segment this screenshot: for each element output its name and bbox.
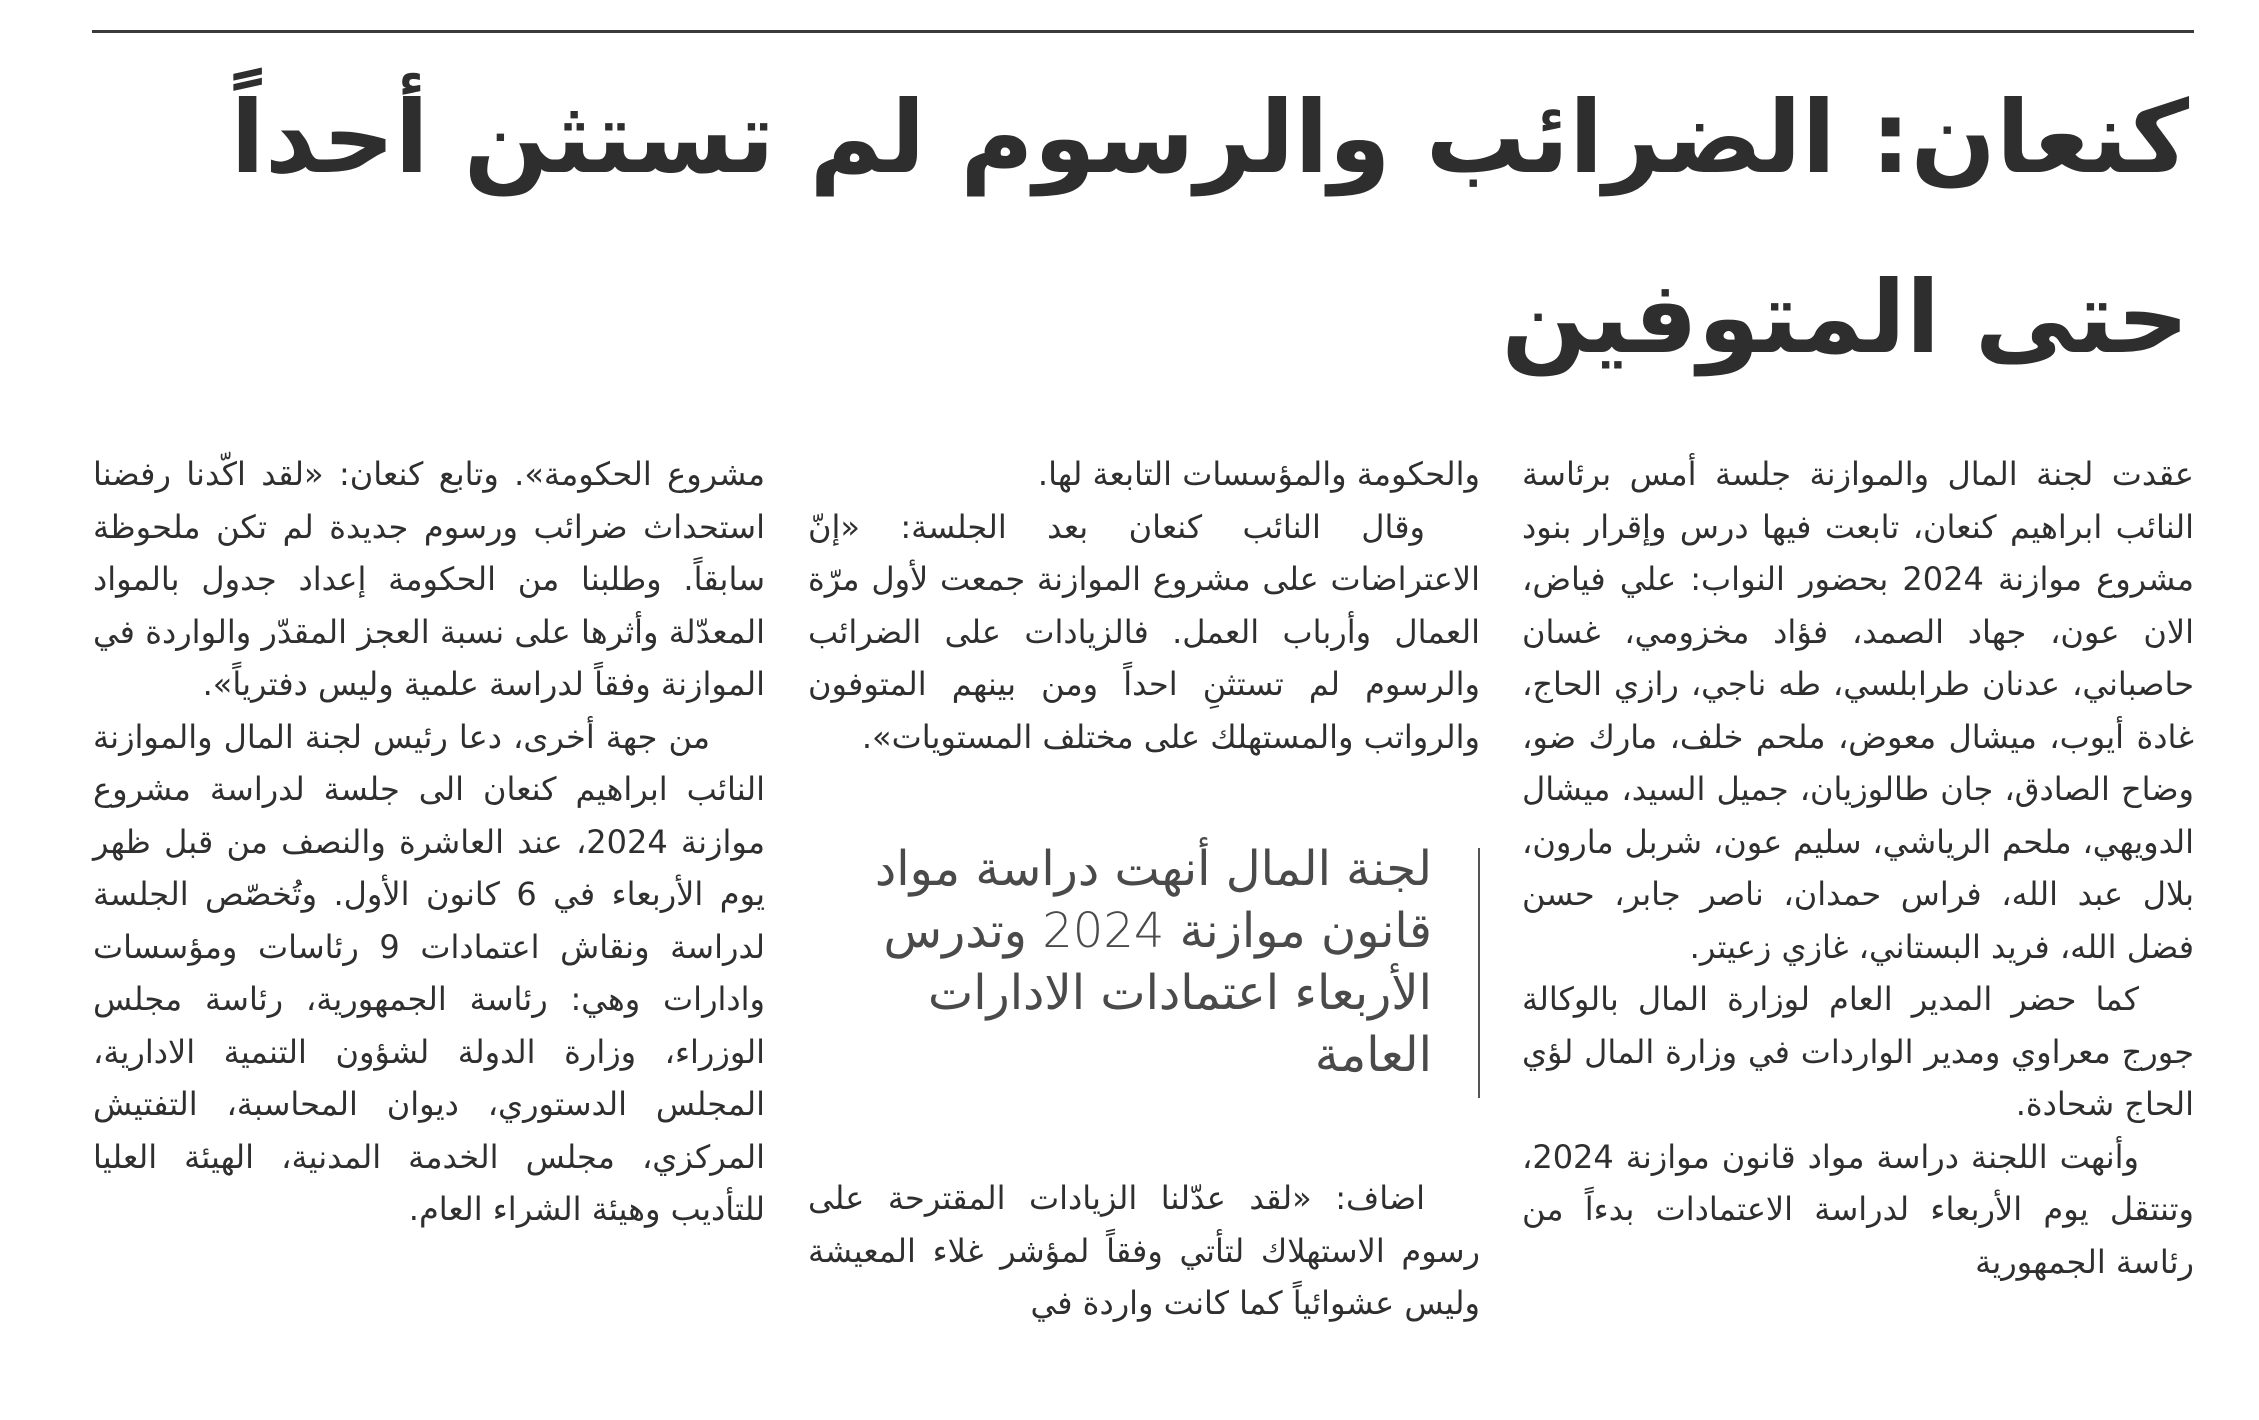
article-column-2-continued: [808, 1172, 1480, 1330]
article-column-3: [93, 448, 765, 1236]
paragraph: وأنهت اللجنة دراسة مواد قانون موازنة 2024، وتنتقل يوم الأربعاء لدراسة الاعتمادات بدءاً من رئاسة الجمهورية: [1522, 1137, 2194, 1281]
headline-line-2: حتى المتوفين: [1501, 259, 2189, 376]
article-column-1: [1522, 448, 2194, 1288]
paragraph: كما حضر المدير العام لوزارة المال بالوكالة جورج معراوي ومدير الواردات في وزارة المال لؤي الحاج شحادة.: [1522, 980, 2194, 1123]
paragraph: وقال النائب كنعان بعد الجلسة: «إنّ الاعتراضات على مشروع الموازنة جمعت لأول مرّة العمال وأرباب العمل. فالزيادات على الضرائب والرسوم لم تستثنِ احداً ومن بينهم المتوفون والرواتب والمستهلك على مختلف المستويات».: [808, 507, 1480, 756]
pull-quote-rule: [1478, 848, 1480, 1098]
paragraph: مشروع الحكومة». وتابع كنعان: «لقد اكّدنا رفضنا استحداث ضرائب ورسوم جديدة لم تكن ملحوظة سابقاً. وطلبنا من الحكومة إعداد جدول بالمواد المعدّلة وأثرها على نسبة العجز المقدّر والواردة في الموازنة وفقاً لدراسة علمية وليس دفترياً».: [93, 455, 765, 703]
pull-quote-text: لجنة المال أنهت دراسة مواد قانون موازنة 2024 وتدرس الأربعاء اعتمادات الادارات العامة: [874, 841, 1432, 1083]
top-rule: [92, 30, 2194, 33]
pull-quote: [808, 838, 1480, 1108]
headline: [230, 48, 2189, 408]
paragraph: من جهة أخرى، دعا رئيس لجنة المال والموازنة النائب ابراهيم كنعان الى جلسة لدراسة مشروع موازنة 2024، عند العاشرة والنصف من قبل ظهر يوم الأربعاء في 6 كانون الأول. وتُخصّص الجلسة لدراسة ونقاش اعتمادات 9 رئاسات ومؤسسات وادارات وهي: رئاسة الجمهورية، رئاسة مجلس الوزراء، وزارة الدولة لشؤون التنمية الادارية، المجلس الدستوري، ديوان المحاسبة، التفتيش المركزي، مجلس الخدمة المدنية، الهيئة العليا للتأديب وهيئة الشراء العام.: [93, 717, 766, 1228]
paragraph: والحكومة والمؤسسات التابعة لها.: [1037, 455, 1480, 493]
paragraph: اضاف: «لقد عدّلنا الزيادات المقترحة على رسوم الاستهلاك لتأتي وفقاً لمؤشر غلاء المعيشة وليس عشوائياً كما كانت واردة في: [808, 1179, 1480, 1322]
article-column-2: [808, 448, 1480, 763]
headline-line-1: كنعان: الضرائب والرسوم لم تستثن أحداً: [230, 79, 2189, 196]
paragraph: عقدت لجنة المال والموازنة جلسة أمس برئاسة النائب ابراهيم كنعان، تابعت فيها درس وإقرار بنود مشروع موازنة 2024 بحضور النواب: علي فياض، الان عون، جهاد الصمد، فؤاد مخزومي، غسان حاصباني، عدنان طرابلسي، طه ناجي، رازي الحاج، غادة أيوب، ميشال معوض، ملحم خلف، مارك ضو، وضاح الصادق، جان طالوزيان، جميل السيد، ميشال الدويهي، ملحم الرياشي، سليم عون، شربل مارون، بلال عبد الله، فراس حمدان، ناصر جابر، حسن فضل الله، فريد البستاني، غازي زعيتر.: [1522, 455, 2195, 966]
